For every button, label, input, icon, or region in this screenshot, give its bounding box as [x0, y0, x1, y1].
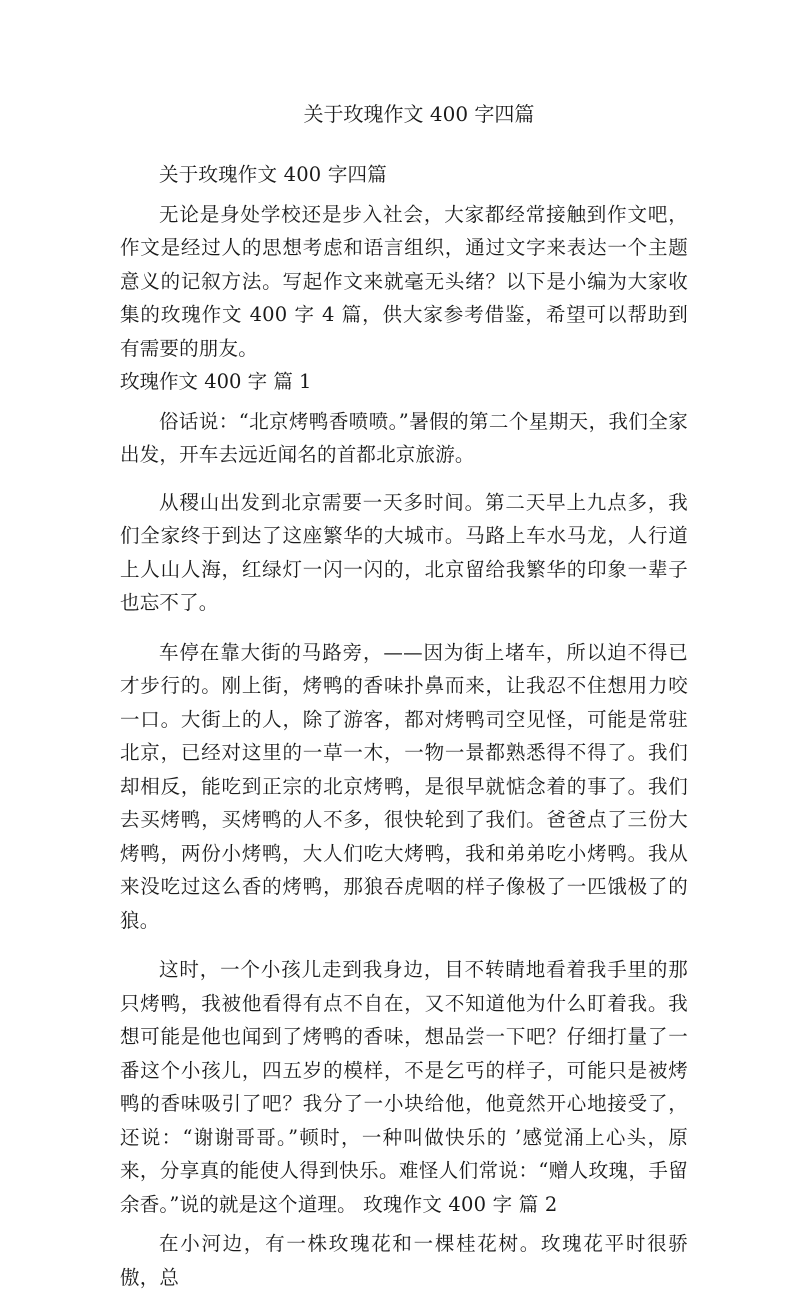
- paragraph-1: 俗话说：“北京烤鸭香喷喷。”暑假的第二个星期天，我们全家出发，开车去远近闻名的首都北京旅游。: [120, 409, 688, 466]
- intro-paragraph: 无论是身处学校还是步入社会，大家都经常接触到作文吧，作文是经过人的思想考虑和语言组织，通过文字来表达一个主题意义的记叙方法。写起作文来就毫无头绪？以下是小编为大家收集的玫瑰作文 400 字 4 篇，供大家参考借鉴，希望可以帮助到有需要的朋友。: [120, 202, 688, 360]
- paragraph-3: 车停在靠大街的马路旁，——因为街上堵车，所以迫不得已才步行的。刚上街，烤鸭的香味扑鼻而来，让我忍不住想用力咬一口。大街上的人，除了游客，都对烤鸭司空见怪，可能是常驻北京，已经对这里的一草一木，一物一景都熟悉得不得了。我们却相反，能吃到正宗的北京烤鸭，是很早就惦念着的事了。我们去买烤鸭，买烤鸭的人不多，很快轮到了我们。爸爸点了三份大烤鸭，两份小烤鸭，大人们吃大烤鸭，我和弟弟吃小烤鸭。我从来没吃过这么香的烤鸭，那狼吞虎咽的样子像极了一匹饿极了的狼。: [120, 640, 688, 932]
- paragraph-4: 这时，一个小孩儿走到我身边，目不转睛地看着我手里的那只烤鸭，我被他看得有点不自在，又不知道他为什么盯着我。我想可能是他也闻到了烤鸭的香味，想品尝一下吧？仔细打量了一番这个小孩儿，四五岁的模样，不是乞丐的样子，可能只是被烤鸭的香味吸引了吧？我分了一小块给他，他竟然开心地接受了，还说：“谢谢哥哥。”顿时，一种叫做快乐的 ’感觉涌上心头，原来，分享真的能使人得到快乐。难怪人们常说：“赠人玫瑰，手留余香。”说的就是这个道理。 玫瑰作文 400 字 篇 2: [120, 958, 688, 1216]
- paragraph-2: 从稷山出发到北京需要一天多时间。第二天早上九点多，我们全家终于到达了这座繁华的大城市。马路上车水马龙，人行道上人山人海，红绿灯一闪一闪的，北京留给我繁华的印象一辈子也忘不了。: [120, 490, 688, 614]
- paragraph-5: 在小河边，有一株玫瑰花和一棵桂花树。玫瑰花平时很骄傲，总: [120, 1232, 688, 1289]
- section-heading-1: 玫瑰作文 400 字 篇 1: [120, 370, 312, 393]
- document-subtitle: 关于玫瑰作文 400 字四篇: [159, 163, 387, 186]
- document-title: 关于玫瑰作文 400 字四篇: [303, 102, 535, 126]
